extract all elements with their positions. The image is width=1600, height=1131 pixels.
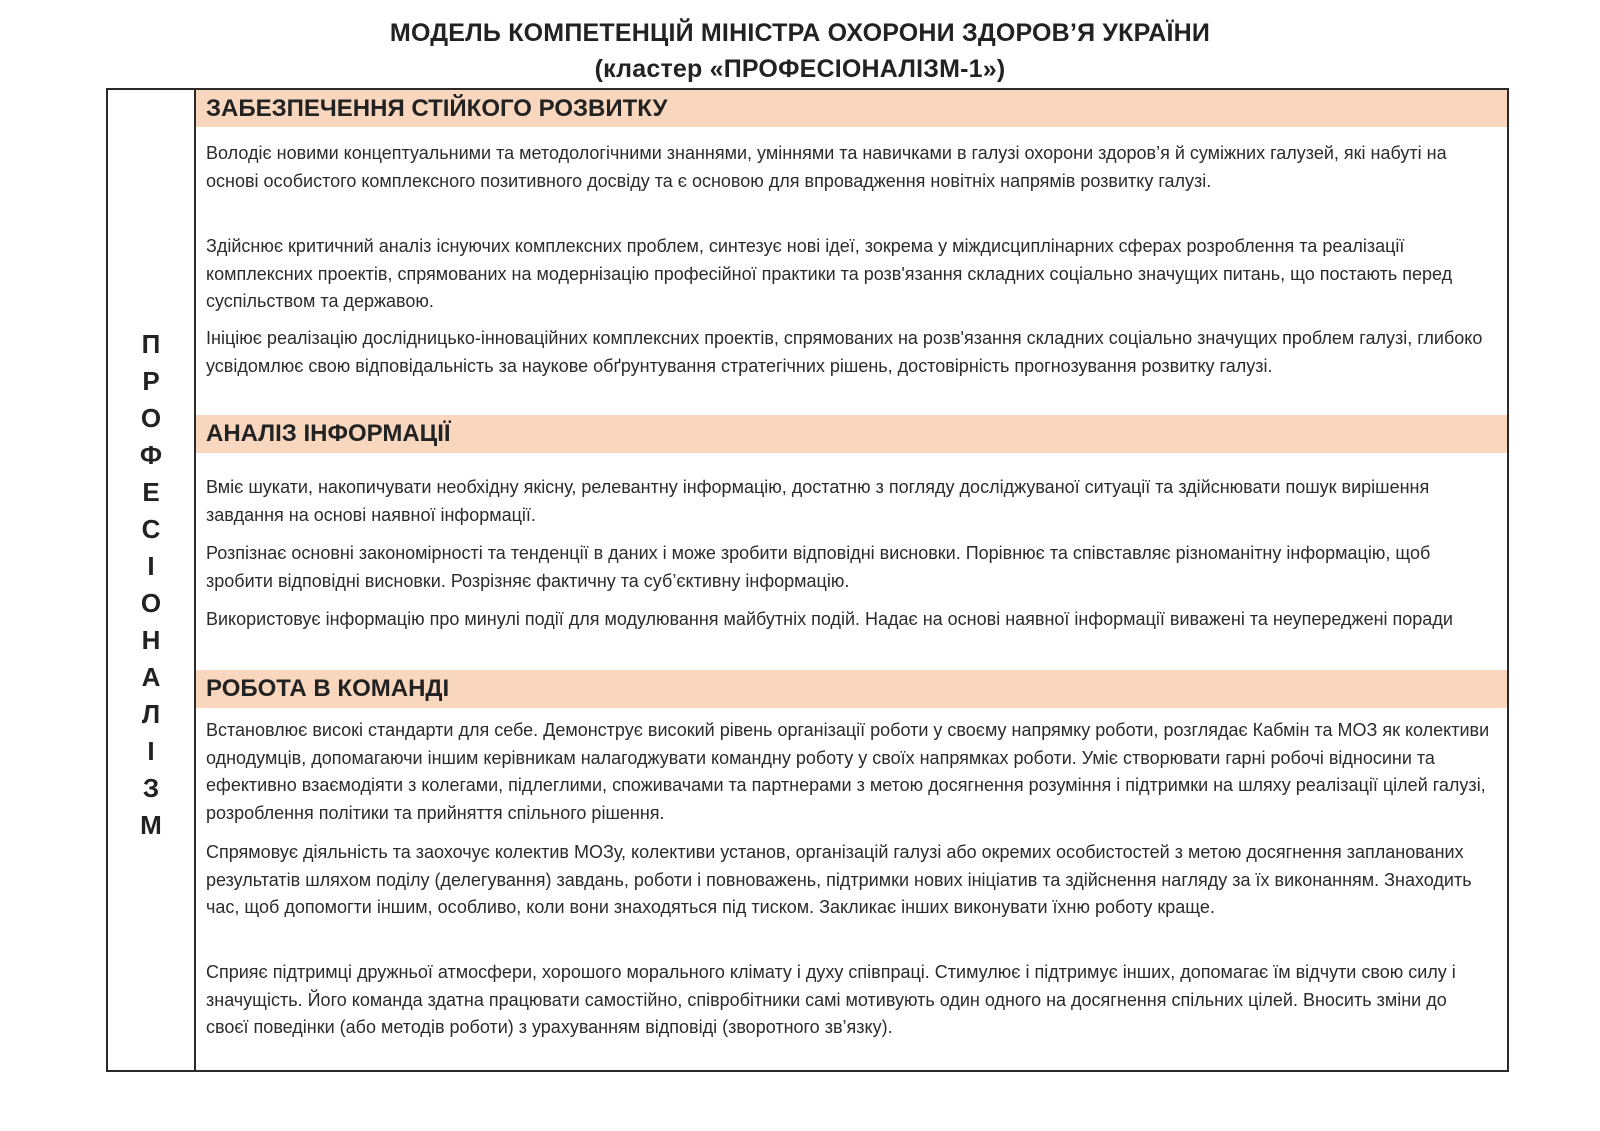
cluster-label-column — [108, 90, 196, 1070]
cluster-letter: О — [140, 588, 162, 618]
competencies-content — [196, 90, 1507, 1070]
document-subtitle: (кластер «ПРОФЕСІОНАЛІЗМ-1») — [594, 55, 1006, 83]
cluster-letter: І — [147, 551, 155, 581]
cluster-letter: П — [141, 329, 161, 359]
section-paragraph: Здійснює критичний аналіз існуючих комплексних проблем, синтезує нові ідеї, зокрема у міждисциплінарних сферах розроблення та реалізації комплексних проектів, спрямованих на модернізацію професійної практики та розв'язання складних соціально значущих питань, що постають перед суспільством та державою. — [206, 236, 1453, 311]
document-title: МОДЕЛЬ КОМПЕТЕНЦІЙ МІНІСТРА ОХОРОНИ ЗДОРОВ’Я УКРАЇНИ — [389, 19, 1211, 47]
cluster-letter: О — [140, 403, 162, 433]
section-paragraph: Встановлює високі стандарти для себе. Демонструє високий рівень організації роботи у своєму напрямку роботи, розглядає Кабмін та МОЗ як колективи однодумців, допомагаючи іншим керівникам налагоджувати командну роботу у своїх напрямках роботи. Уміє створювати гарні робочі відносини та ефективно взаємодіяти з колегами, підлеглими, споживачами та партнерами з метою досягнення розуміння і підтримки на шляху реалізації цілей галузі, розроблення політики та прийняття спільного рішення. — [206, 720, 1490, 823]
section-paragraph: Ініціює реалізацію дослідницько-інноваційних комплексних проектів, спрямованих на розв'язання складних соціально значущих проблем галузі, глибоко усвідомлює свою відповідальність за наукове обґрунтування стратегічних рішень, достовірність прогнозування розвитку галузі. — [206, 328, 1483, 376]
section-paragraph: Сприяє підтримці дружньої атмосфери, хорошого морального клімату і духу співпраці. Стимулює і підтримує інших, допомагає їм відчути свою силу і значущість. Його команда здатна працювати самостійно, співробітники самі мотивують один одного на досягнення спільних цілей. Вносить зміни до своєї поведінки (або методів роботи) з урахуванням відповіді (зворотного зв’язку). — [206, 962, 1456, 1037]
cluster-letter: А — [141, 662, 161, 692]
section-paragraph: Спрямовує діяльність та заохочує колектив МОЗу, колективи установ, організацій галузі або окремих особистостей з метою досягнення запланованих результатів шляхом поділу (делегування) завдань, роботи і повноважень, підтримки нових ініціатив та здійснення нагляду за їх виконанням. Знаходить час, щоб допомогти іншим, особливо, коли вони знаходяться під тиском. Закликає інших виконувати їхню роботу краще. — [206, 842, 1472, 917]
section-heading-information-analysis: АНАЛІЗ ІНФОРМАЦІЇ — [196, 415, 1507, 453]
cluster-letter: Е — [142, 477, 160, 507]
section-paragraph: Вміє шукати, накопичувати необхідну якісну, релевантну інформацію, достатню з погляду досліджуваної ситуації та здійснювати пошук вирішення завдання на основі наявної інформації. — [206, 477, 1430, 525]
cluster-letter: Ф — [139, 440, 163, 470]
section-paragraph: Розпізнає основні закономірності та тенденції в даних і може зробити відповідні висновки. Порівнює та співставляє різноманітну інформацію, щоб зробити відповідні висновки. Розрізняє фактичну та суб’єктивну інформацію. — [206, 543, 1431, 591]
cluster-letter: З — [142, 773, 160, 803]
cluster-letter: С — [141, 514, 161, 544]
cluster-letter: Н — [141, 625, 161, 655]
section-heading-teamwork: РОБОТА В КОМАНДІ — [196, 670, 1507, 708]
section-paragraph: Використовує інформацію про минулі події для модулювання майбутніх подій. Надає на основі наявної інформації виважені та неупереджені поради — [206, 609, 1453, 629]
cluster-letter: Л — [141, 699, 161, 729]
cluster-vertical-label — [108, 326, 194, 844]
section-paragraph: Володіє новими концептуальними та методологічними знаннями, уміннями та навичками в галузі охорони здоров’я й суміжних галузей, які набуті на основі особистого комплексного позитивного досвіду та є основою для впровадження новітніх напрямів розвитку галузі. — [206, 143, 1447, 191]
competency-table — [106, 88, 1509, 1072]
section-heading-sustainable-development: ЗАБЕЗПЕЧЕННЯ СТІЙКОГО РОЗВИТКУ — [196, 90, 1507, 127]
cluster-letter: Р — [142, 366, 160, 396]
cluster-letter: М — [140, 810, 162, 840]
cluster-letter: І — [147, 736, 155, 766]
